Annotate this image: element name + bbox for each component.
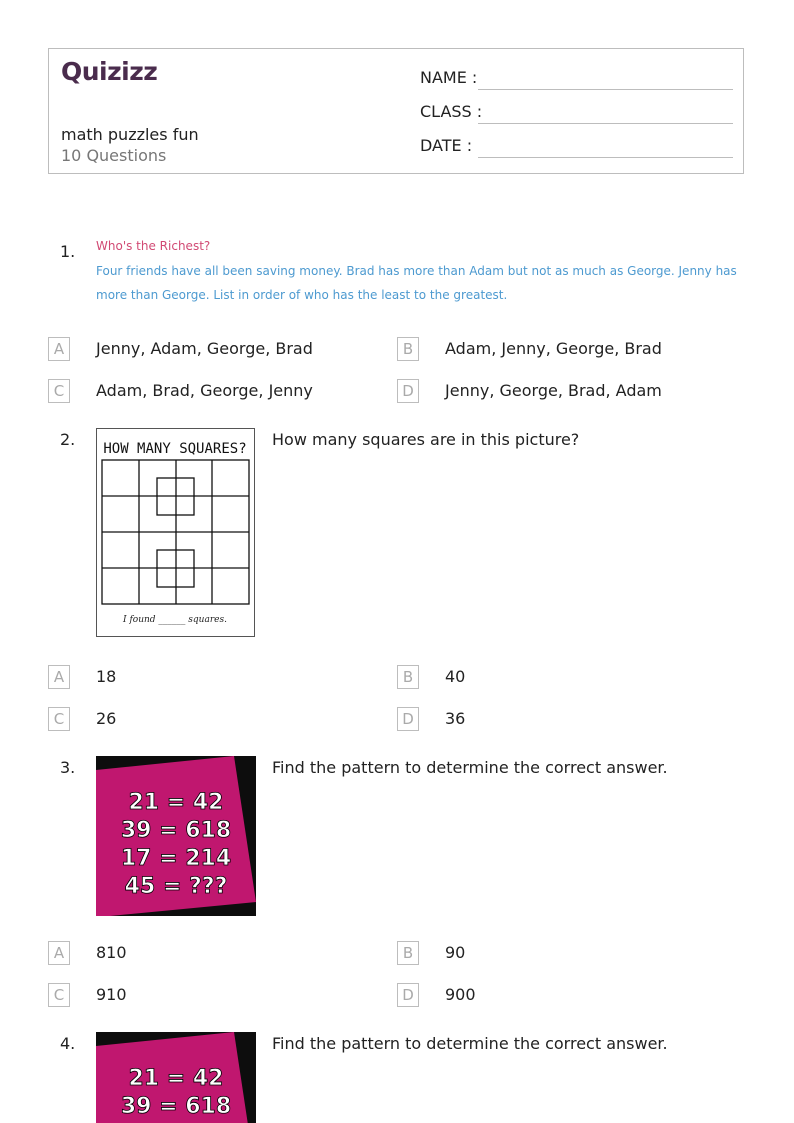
option-text: 36	[445, 709, 466, 728]
option-text: Adam, Jenny, George, Brad	[445, 339, 662, 358]
name-line[interactable]	[478, 89, 733, 90]
option-text: 18	[96, 667, 117, 686]
option-text: 900	[445, 985, 476, 1004]
option-text: Jenny, George, Brad, Adam	[445, 381, 662, 400]
worksheet-header	[48, 48, 744, 174]
question-number: 2.	[60, 430, 76, 449]
squares-puzzle-image	[96, 428, 255, 637]
question-number: 4.	[60, 1034, 76, 1053]
pattern-line: 21 = 42	[128, 790, 224, 815]
puzzle-heading: HOW MANY SQUARES?	[103, 441, 247, 457]
option-letter[interactable]: A	[48, 337, 70, 361]
pattern-line: 39 = 618	[120, 818, 232, 843]
class-label: CLASS :	[420, 102, 483, 121]
option-letter[interactable]: D	[397, 707, 419, 731]
puzzle-caption: I found ______ squares.	[123, 615, 227, 625]
option-text: 810	[96, 943, 127, 962]
option-letter[interactable]: B	[397, 665, 419, 689]
pattern-line: 39 = 618	[120, 1094, 232, 1119]
question-number: 3.	[60, 758, 76, 777]
name-label: NAME :	[420, 68, 478, 87]
option-letter[interactable]: D	[397, 379, 419, 403]
worksheet-title: math puzzles fun	[61, 125, 199, 144]
pattern-line: 17 = 214	[120, 846, 232, 871]
option-text: 910	[96, 985, 127, 1004]
class-line[interactable]	[478, 123, 733, 124]
quizizz-logo: Quizizz	[61, 57, 158, 86]
question-text: Four friends have all been saving money. Brad has more than Adam but not as much as George. Jenny has more than George. List in order of who has the least to the greatest.	[96, 264, 737, 302]
option-letter[interactable]: A	[48, 665, 70, 689]
option-text: 90	[445, 943, 466, 962]
pattern-line: 21 = 42	[128, 1066, 224, 1091]
option-letter[interactable]: C	[48, 983, 70, 1007]
option-letter[interactable]: D	[397, 983, 419, 1007]
date-line[interactable]	[478, 157, 733, 158]
question-title: Who's the Richest?	[96, 239, 211, 253]
option-letter[interactable]: A	[48, 941, 70, 965]
pattern-puzzle-image	[96, 756, 256, 916]
option-letter[interactable]: C	[48, 379, 70, 403]
question-count: 10 Questions	[61, 146, 167, 165]
option-text: 40	[445, 667, 466, 686]
pattern-line: 45 = ???	[124, 874, 228, 899]
option-text: 26	[96, 709, 117, 728]
date-label: DATE :	[420, 136, 473, 155]
question-number: 1.	[60, 242, 76, 261]
option-text: Adam, Brad, George, Jenny	[96, 381, 313, 400]
option-letter[interactable]: B	[397, 941, 419, 965]
pattern-puzzle-image	[96, 1032, 256, 1123]
option-letter[interactable]: B	[397, 337, 419, 361]
question-text: How many squares are in this picture?	[272, 430, 580, 449]
option-letter[interactable]: C	[48, 707, 70, 731]
question-text: Find the pattern to determine the correct answer.	[272, 758, 668, 777]
question-text: Find the pattern to determine the correct answer.	[272, 1034, 668, 1053]
option-text: Jenny, Adam, George, Brad	[96, 339, 313, 358]
